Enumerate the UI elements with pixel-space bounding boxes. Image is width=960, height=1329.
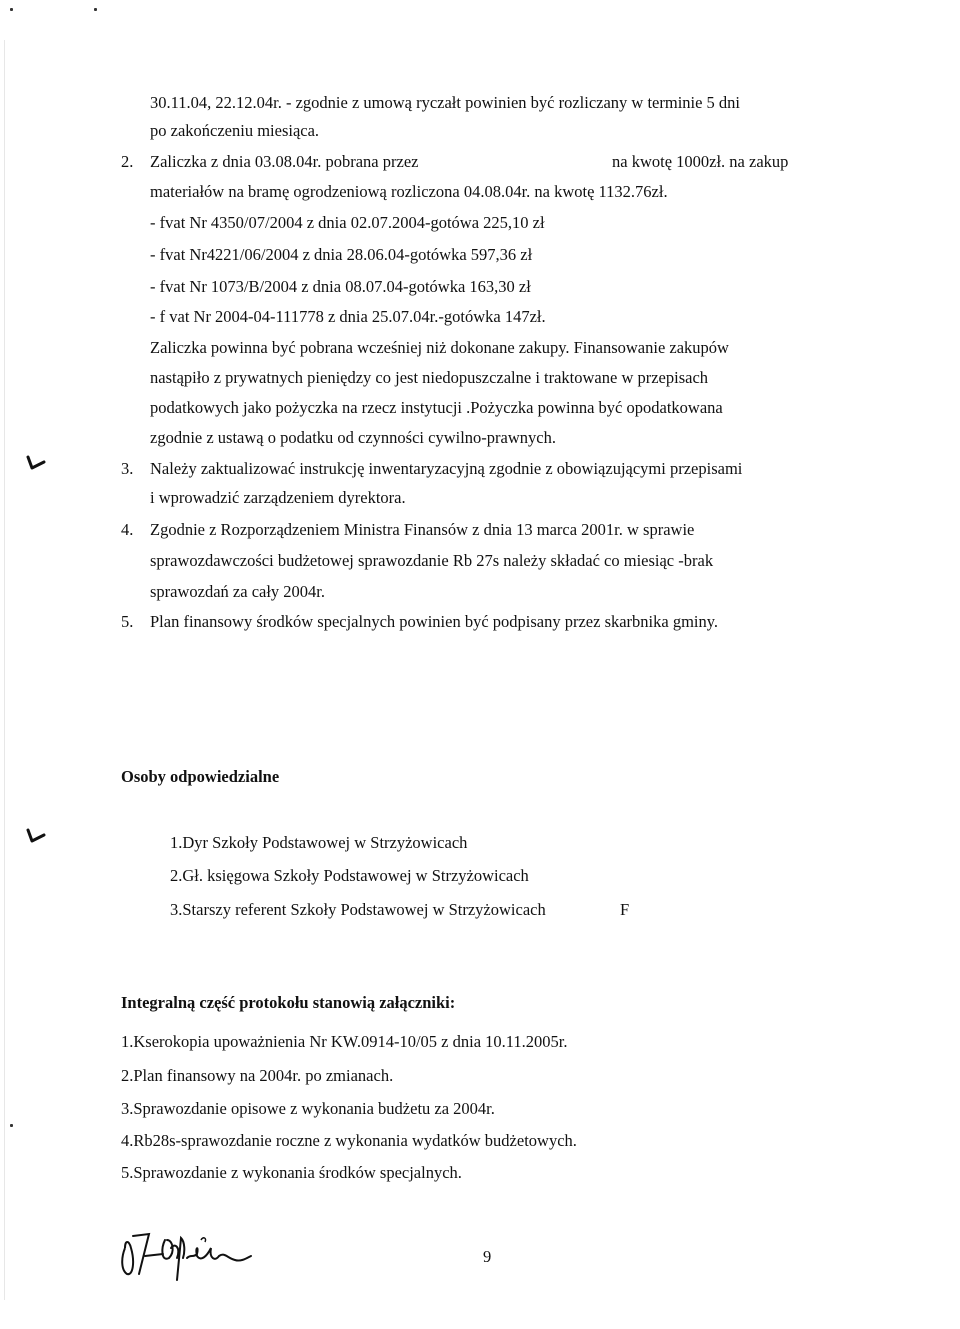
page-number: 9 [483, 1247, 492, 1266]
item2-line: zgodnie z ustawą o podatku od czynności cywilno-prawnych. [150, 428, 556, 447]
persons-heading: Osoby odpowiedzialne [121, 767, 280, 786]
margin-letter: F [620, 900, 630, 919]
handwritten-signature [115, 1218, 265, 1283]
person-item: 1.Dyr Szkoły Podstawowej w Strzyżowicach [170, 833, 468, 852]
paragraph-line: 30.11.04, 22.12.04r. - zgodnie z umową ryczałt powinien być rozliczany w terminie 5 dni [150, 93, 741, 112]
attachment-item: 2.Plan finansowy na 2004r. po zmianach. [121, 1066, 394, 1085]
margin-tick-mark [26, 453, 46, 473]
item4-line: sprawozdawczości budżetowej sprawozdanie Rb 27s należy składać co miesiąc -brak [150, 551, 714, 570]
scan-speck [10, 8, 13, 11]
item3-line: Należy zaktualizować instrukcję inwentaryzacyjną zgodnie z obowiązującymi przepisami [150, 459, 743, 478]
invoice-line: - f vat Nr 2004-04-111778 z dnia 25.07.04r.-gotówka 147zł. [150, 307, 546, 326]
person-item: 3.Starszy referent Szkoły Podstawowej w Strzyżowicach [170, 900, 546, 919]
margin-tick-mark [26, 826, 46, 846]
item2-line: na kwotę 1000zł. na zakup [612, 152, 789, 171]
item4-line: Zgodnie z Rozporządzeniem Ministra Finansów z dnia 13 marca 2001r. w sprawie [150, 520, 695, 539]
item2-line: nastąpiło z prywatnych pieniędzy co jest niedopuszczalne i traktowane w przepisach [150, 368, 709, 387]
scan-speck [94, 8, 97, 11]
attachment-item: 4.Rb28s-sprawozdanie roczne z wykonania wydatków budżetowych. [121, 1131, 577, 1150]
attachment-item: 5.Sprawozdanie z wykonania środków specjalnych. [121, 1163, 462, 1182]
item2-line: materiałów na bramę ogrodzeniową rozliczona 04.08.04r. na kwotę 1132.76zł. [150, 182, 668, 201]
attachment-item: 1.Kserokopia upoważnienia Nr KW.0914-10/05 z dnia 10.11.2005r. [121, 1032, 568, 1051]
person-item: 2.Gł. księgowa Szkoły Podstawowej w Strzyżowicach [170, 866, 529, 885]
attachments-heading: Integralną część protokołu stanowią załączniki: [121, 993, 456, 1012]
page-edge [4, 40, 5, 1300]
item2-line: podatkowych jako pożyczka na rzecz instytucji .Pożyczka powinna być opodatkowana [150, 398, 723, 417]
item-number: 4. [121, 520, 134, 539]
item3-line: i wprowadzić zarządzeniem dyrektora. [150, 488, 406, 507]
item-number: 3. [121, 459, 134, 478]
paragraph-line: po zakończeniu miesiąca. [150, 121, 320, 140]
attachment-item: 3.Sprawozdanie opisowe z wykonania budżetu za 2004r. [121, 1099, 495, 1118]
item2-line: Zaliczka z dnia 03.08.04r. pobrana przez [150, 152, 419, 171]
item5-line: Plan finansowy środków specjalnych powinien być podpisany przez skarbnika gminy. [150, 612, 719, 631]
item4-line: sprawozdań za cały 2004r. [150, 582, 326, 601]
item-number: 5. [121, 612, 134, 631]
invoice-line: - fvat Nr 4350/07/2004 z dnia 02.07.2004-gotówa 225,10 zł [150, 213, 545, 232]
scan-speck [10, 1124, 13, 1127]
item2-line: Zaliczka powinna być pobrana wcześniej niż dokonane zakupy. Finansowanie zakupów [150, 338, 729, 357]
item-number: 2. [121, 152, 134, 171]
invoice-line: - fvat Nr 1073/B/2004 z dnia 08.07.04-gotówka 163,30 zł [150, 277, 531, 296]
invoice-line: - fvat Nr4221/06/2004 z dnia 28.06.04-gotówka 597,36 zł [150, 245, 533, 264]
